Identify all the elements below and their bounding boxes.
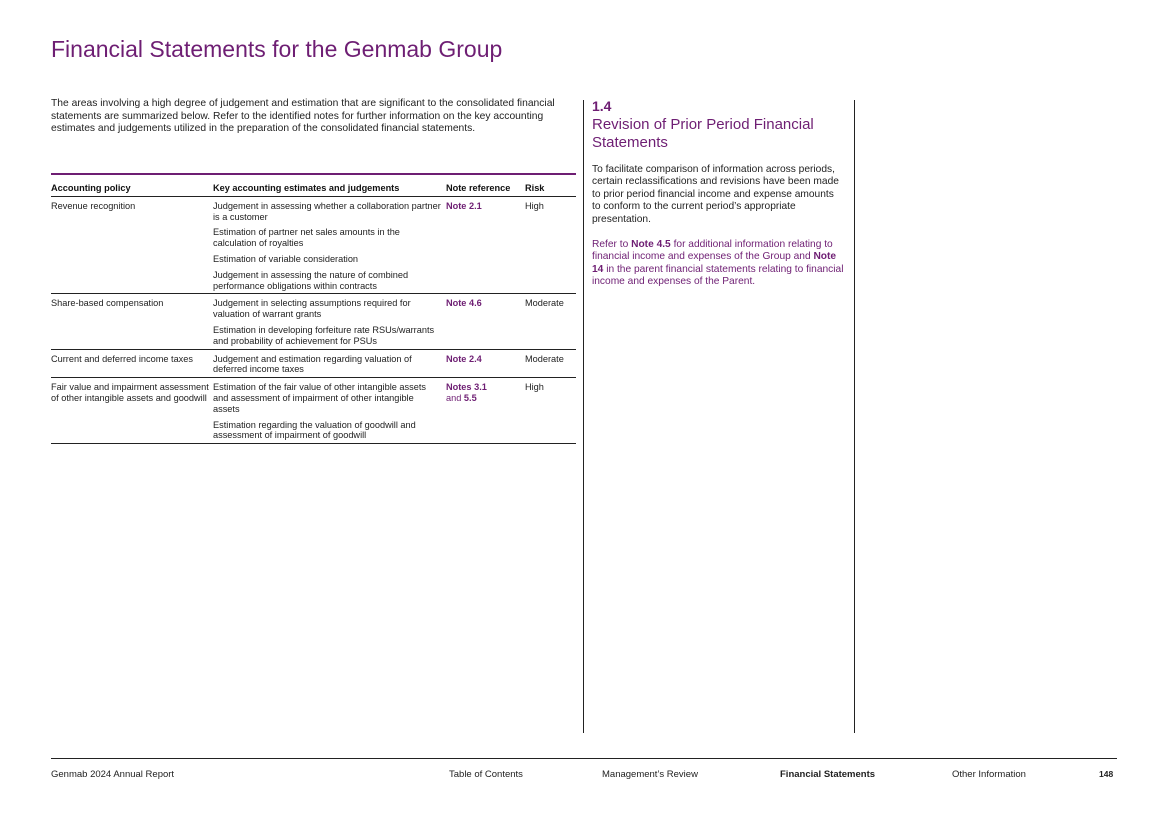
header-accounting-policy: Accounting policy <box>51 174 213 196</box>
intro-paragraph: The areas involving a high degree of judgement and estimation that are significant to the consolidated financial statements are summarized below. Refer to the identified notes for further information on the key accounting estimates and judgements utilized in the preparation of the consolidated financial statements. <box>51 98 555 135</box>
note-reference-cell <box>446 378 525 444</box>
estimate-item: Judgement in assessing the nature of combined performance obligations within contracts <box>213 269 409 291</box>
table-row <box>51 349 576 378</box>
column-divider-right <box>854 100 855 733</box>
header-key-estimates: Key accounting estimates and judgements <box>213 174 446 196</box>
note-reference-link[interactable]: Notes 3.1 <box>446 382 487 393</box>
estimate-item: Estimation regarding the valuation of goodwill and assessment of impairment of goodwill <box>213 419 416 441</box>
section-reference <box>592 239 844 289</box>
estimates-cell <box>213 349 446 378</box>
table-header-row <box>51 174 576 196</box>
estimates-cell <box>213 196 446 294</box>
accounting-policy-table <box>51 173 576 444</box>
risk-cell: Moderate <box>525 294 576 349</box>
risk-cell: High <box>525 378 576 444</box>
ref-text: for additional information relating to financial income and expenses of the Group and <box>592 239 833 263</box>
note-join-text: and <box>446 392 462 403</box>
policy-cell: Share-based compensation <box>51 294 213 349</box>
estimate-item: Judgement and estimation regarding valuation of deferred income taxes <box>213 353 412 375</box>
risk-cell: High <box>525 196 576 294</box>
ref-text: Refer to <box>592 239 629 251</box>
footer-divider <box>51 758 1117 759</box>
policy-cell: Revenue recognition <box>51 196 213 294</box>
note-reference-link[interactable]: Note 4.6 <box>446 294 525 349</box>
footer-nav-other-information[interactable]: Other Information <box>952 769 1026 780</box>
risk-cell: Moderate <box>525 349 576 378</box>
footer-nav-table-of-contents[interactable]: Table of Contents <box>449 769 523 780</box>
estimate-item: Estimation in developing forfeiture rate RSUs/warrants and probability of achievement for PSUs <box>213 324 435 346</box>
page-title: Financial Statements for the Genmab Group <box>51 36 503 62</box>
estimate-item: Judgement in selecting assumptions required for valuation of warrant grants <box>213 298 411 320</box>
note-reference-link[interactable]: Note 14 <box>592 251 837 275</box>
ref-text: in the parent financial statements relating to financial income and expenses of the Parent. <box>592 263 844 288</box>
estimate-item: Judgement in assessing whether a collaboration partner is a customer <box>213 200 441 222</box>
table-row <box>51 294 576 349</box>
note-reference-link[interactable]: Note 2.1 <box>446 196 525 294</box>
policy-cell: Current and deferred income taxes <box>51 349 213 378</box>
estimates-cell <box>213 294 446 349</box>
table-row <box>51 196 576 294</box>
estimate-item: Estimation of variable consideration <box>213 253 359 264</box>
header-risk: Risk <box>525 174 576 196</box>
section-title: Revision of Prior Period Financial Statements <box>592 116 814 151</box>
estimate-item: Estimation of partner net sales amounts in the calculation of royalties <box>213 227 400 249</box>
table-row <box>51 378 576 444</box>
estimates-cell <box>213 378 446 444</box>
policy-cell: Fair value and impairment assessment of other intangible assets and goodwill <box>51 378 213 444</box>
page-number: 148 <box>1099 769 1114 779</box>
section-revision <box>592 98 844 289</box>
note-reference-link[interactable]: Note 2.4 <box>446 349 525 378</box>
footer-nav-management-review[interactable]: Management’s Review <box>602 769 698 780</box>
footer-nav-financial-statements[interactable]: Financial Statements <box>780 769 876 780</box>
estimate-item: Estimation of the fair value of other intangible assets and assessment of impairment of other intangible assets <box>213 382 426 414</box>
section-body: To facilitate comparison of information across periods, certain reclassifications and revisions have been made to prior period financial income and expense amounts to conform to the current period’s appropriate presentation. <box>592 164 839 225</box>
header-note-reference: Note reference <box>446 174 525 196</box>
footer-report-title: Genmab 2024 Annual Report <box>51 769 175 780</box>
section-number: 1.4 <box>592 98 612 114</box>
column-divider-left <box>583 100 584 733</box>
note-reference-link[interactable]: 5.5 <box>463 392 477 403</box>
note-reference-link[interactable]: Note 4.5 <box>631 239 671 251</box>
